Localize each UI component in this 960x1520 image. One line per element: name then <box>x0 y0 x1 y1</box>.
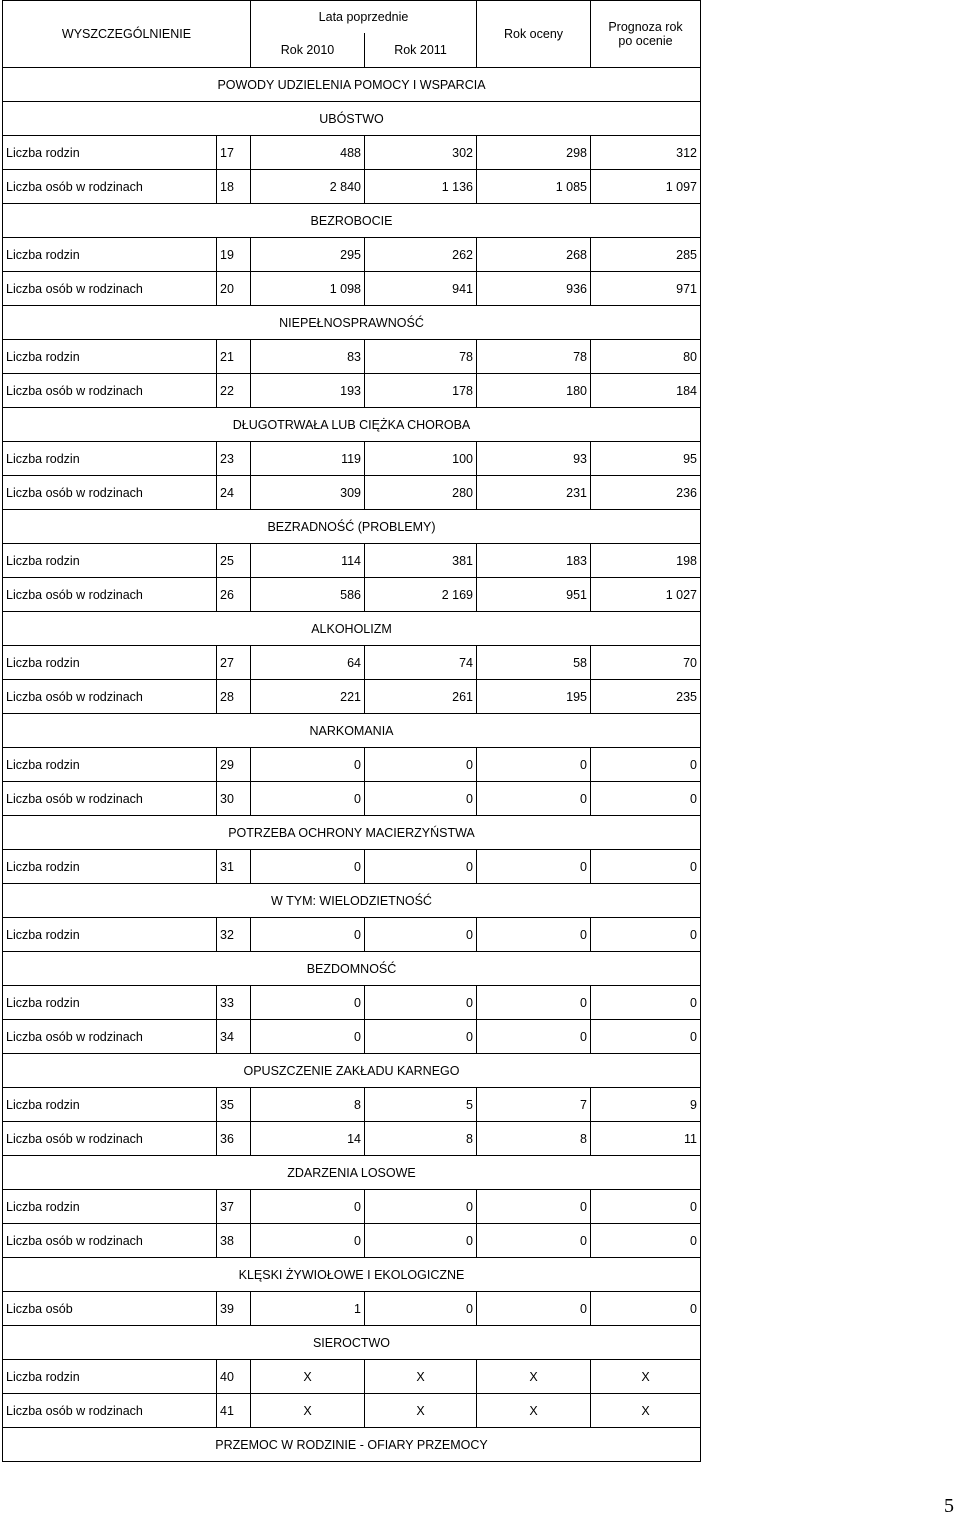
value-2011: 280 <box>365 476 477 510</box>
table-row <box>3 748 701 782</box>
value-2011: 941 <box>365 272 477 306</box>
value-evaluation-year: 78 <box>477 340 591 374</box>
row-label: Liczba osób w rodzinach <box>3 1394 217 1428</box>
value-2010: 0 <box>251 918 365 952</box>
value-2010: X <box>251 1360 365 1394</box>
value-2011: 0 <box>365 1190 477 1224</box>
table-row <box>3 136 701 170</box>
row-number: 34 <box>217 1020 251 1054</box>
value-forecast: 80 <box>591 340 701 374</box>
row-number: 38 <box>217 1224 251 1258</box>
row-label: Liczba rodzin <box>3 748 217 782</box>
value-evaluation-year: 298 <box>477 136 591 170</box>
value-2011: 74 <box>365 646 477 680</box>
value-2010: 0 <box>251 1224 365 1258</box>
header-year-2010: Rok 2010 <box>251 33 365 68</box>
table-row <box>3 374 701 408</box>
value-2010: 14 <box>251 1122 365 1156</box>
header-forecast-line2: po ocenie <box>618 34 673 48</box>
value-evaluation-year: 0 <box>477 1292 591 1326</box>
value-forecast: 0 <box>591 1020 701 1054</box>
value-forecast: 0 <box>591 782 701 816</box>
section-heading: OPUSZCZENIE ZAKŁADU KARNEGO <box>3 1054 701 1088</box>
row-label: Liczba osób w rodzinach <box>3 782 217 816</box>
row-number: 22 <box>217 374 251 408</box>
value-2010: 0 <box>251 986 365 1020</box>
value-2011: 0 <box>365 1292 477 1326</box>
table-row <box>3 646 701 680</box>
value-2010: 0 <box>251 748 365 782</box>
value-2010: X <box>251 1394 365 1428</box>
value-forecast: 312 <box>591 136 701 170</box>
row-number: 31 <box>217 850 251 884</box>
row-label: Liczba osób w rodzinach <box>3 476 217 510</box>
value-2010: 1 <box>251 1292 365 1326</box>
row-label: Liczba osób w rodzinach <box>3 272 217 306</box>
value-evaluation-year: X <box>477 1394 591 1428</box>
value-forecast: 70 <box>591 646 701 680</box>
value-forecast: X <box>591 1394 701 1428</box>
table-row <box>3 850 701 884</box>
value-evaluation-year: 0 <box>477 782 591 816</box>
row-label: Liczba osób w rodzinach <box>3 170 217 204</box>
value-forecast: 9 <box>591 1088 701 1122</box>
row-number: 36 <box>217 1122 251 1156</box>
value-2011: 0 <box>365 850 477 884</box>
value-forecast: 236 <box>591 476 701 510</box>
value-evaluation-year: 951 <box>477 578 591 612</box>
value-evaluation-year: 0 <box>477 986 591 1020</box>
section-heading: W TYM: WIELODZIETNOŚĆ <box>3 884 701 918</box>
header-forecast <box>591 1 701 68</box>
row-number: 41 <box>217 1394 251 1428</box>
value-2011: 0 <box>365 1020 477 1054</box>
row-label: Liczba osób w rodzinach <box>3 1224 217 1258</box>
value-forecast: 11 <box>591 1122 701 1156</box>
table-row <box>3 170 701 204</box>
table-row <box>3 340 701 374</box>
value-evaluation-year: 93 <box>477 442 591 476</box>
value-2011: 261 <box>365 680 477 714</box>
value-2010: 0 <box>251 1020 365 1054</box>
value-forecast: 0 <box>591 1292 701 1326</box>
section-heading: UBÓSTWO <box>3 102 701 136</box>
value-2011: 5 <box>365 1088 477 1122</box>
value-forecast: 235 <box>591 680 701 714</box>
value-2010: 64 <box>251 646 365 680</box>
table-row <box>3 918 701 952</box>
value-forecast: 0 <box>591 1224 701 1258</box>
value-2011: 0 <box>365 1224 477 1258</box>
row-label: Liczba rodzin <box>3 544 217 578</box>
table-title: POWODY UDZIELENIA POMOCY I WSPARCIA <box>3 68 701 102</box>
value-2011: X <box>365 1394 477 1428</box>
section-heading: ZDARZENIA LOSOWE <box>3 1156 701 1190</box>
value-forecast: 971 <box>591 272 701 306</box>
value-2011: 8 <box>365 1122 477 1156</box>
table-row <box>3 1190 701 1224</box>
section-heading: BEZDOMNOŚĆ <box>3 952 701 986</box>
row-label: Liczba rodzin <box>3 1088 217 1122</box>
row-number: 30 <box>217 782 251 816</box>
row-label: Liczba rodzin <box>3 646 217 680</box>
value-2010: 8 <box>251 1088 365 1122</box>
header-year-2011: Rok 2011 <box>365 33 477 68</box>
table-row <box>3 1020 701 1054</box>
value-forecast: 285 <box>591 238 701 272</box>
value-evaluation-year: 1 085 <box>477 170 591 204</box>
table-row <box>3 1292 701 1326</box>
value-2010: 0 <box>251 1190 365 1224</box>
value-2010: 83 <box>251 340 365 374</box>
value-forecast: 1 027 <box>591 578 701 612</box>
value-evaluation-year: 231 <box>477 476 591 510</box>
value-2011: 0 <box>365 986 477 1020</box>
header-description: WYSZCZEGÓLNIENIE <box>3 1 251 68</box>
value-forecast: 0 <box>591 748 701 782</box>
value-2010: 1 098 <box>251 272 365 306</box>
section-heading: ALKOHOLIZM <box>3 612 701 646</box>
value-2010: 488 <box>251 136 365 170</box>
value-2011: 1 136 <box>365 170 477 204</box>
row-label: Liczba rodzin <box>3 986 217 1020</box>
row-number: 39 <box>217 1292 251 1326</box>
value-evaluation-year: 8 <box>477 1122 591 1156</box>
table-row <box>3 1394 701 1428</box>
value-forecast: 0 <box>591 1190 701 1224</box>
section-heading: SIEROCTWO <box>3 1326 701 1360</box>
value-evaluation-year: 58 <box>477 646 591 680</box>
value-2010: 586 <box>251 578 365 612</box>
row-label: Liczba osób w rodzinach <box>3 1122 217 1156</box>
value-evaluation-year: 936 <box>477 272 591 306</box>
row-label: Liczba osób w rodzinach <box>3 578 217 612</box>
value-evaluation-year: 0 <box>477 1224 591 1258</box>
table-row <box>3 1122 701 1156</box>
value-evaluation-year: 7 <box>477 1088 591 1122</box>
page-number: 5 <box>944 1495 954 1517</box>
value-2010: 2 840 <box>251 170 365 204</box>
table-row <box>3 1224 701 1258</box>
row-number: 33 <box>217 986 251 1020</box>
row-number: 18 <box>217 170 251 204</box>
row-label: Liczba rodzin <box>3 1190 217 1224</box>
value-evaluation-year: 0 <box>477 850 591 884</box>
table-row <box>3 1088 701 1122</box>
row-number: 20 <box>217 272 251 306</box>
value-evaluation-year: 180 <box>477 374 591 408</box>
value-2010: 295 <box>251 238 365 272</box>
value-2010: 119 <box>251 442 365 476</box>
section-heading: PRZEMOC W RODZINIE - OFIARY PRZEMOCY <box>3 1428 701 1462</box>
report-table <box>2 0 701 1462</box>
table-row <box>3 578 701 612</box>
value-evaluation-year: 0 <box>477 918 591 952</box>
value-2011: 0 <box>365 782 477 816</box>
table-row <box>3 1360 701 1394</box>
value-2011: 178 <box>365 374 477 408</box>
value-evaluation-year: X <box>477 1360 591 1394</box>
table-row <box>3 544 701 578</box>
section-heading: BEZRADNOŚĆ (PROBLEMY) <box>3 510 701 544</box>
row-label: Liczba rodzin <box>3 1360 217 1394</box>
row-label: Liczba osób w rodzinach <box>3 1020 217 1054</box>
value-forecast: X <box>591 1360 701 1394</box>
row-label: Liczba rodzin <box>3 238 217 272</box>
value-2010: 114 <box>251 544 365 578</box>
section-heading: DŁUGOTRWAŁA LUB CIĘŻKA CHOROBA <box>3 408 701 442</box>
value-2010: 193 <box>251 374 365 408</box>
row-label: Liczba rodzin <box>3 340 217 374</box>
row-label: Liczba osób w rodzinach <box>3 680 217 714</box>
value-evaluation-year: 0 <box>477 1190 591 1224</box>
section-heading: NIEPEŁNOSPRAWNOŚĆ <box>3 306 701 340</box>
row-number: 26 <box>217 578 251 612</box>
value-2011: 0 <box>365 918 477 952</box>
header-forecast-line1: Prognoza rok <box>608 20 683 34</box>
value-2011: 100 <box>365 442 477 476</box>
value-2011: X <box>365 1360 477 1394</box>
section-heading: BEZROBOCIE <box>3 204 701 238</box>
row-number: 27 <box>217 646 251 680</box>
value-evaluation-year: 195 <box>477 680 591 714</box>
row-label: Liczba rodzin <box>3 442 217 476</box>
table-row <box>3 272 701 306</box>
row-number: 35 <box>217 1088 251 1122</box>
value-evaluation-year: 183 <box>477 544 591 578</box>
value-evaluation-year: 0 <box>477 748 591 782</box>
header-evaluation-year: Rok oceny <box>477 1 591 68</box>
value-forecast: 0 <box>591 850 701 884</box>
header-previous-years: Lata poprzednie <box>251 1 477 33</box>
value-2011: 381 <box>365 544 477 578</box>
row-number: 37 <box>217 1190 251 1224</box>
section-heading: KLĘSKI ŻYWIOŁOWE I EKOLOGICZNE <box>3 1258 701 1292</box>
section-heading: NARKOMANIA <box>3 714 701 748</box>
value-forecast: 0 <box>591 986 701 1020</box>
value-forecast: 95 <box>591 442 701 476</box>
value-2010: 309 <box>251 476 365 510</box>
value-forecast: 184 <box>591 374 701 408</box>
table-row <box>3 986 701 1020</box>
row-number: 19 <box>217 238 251 272</box>
value-evaluation-year: 0 <box>477 1020 591 1054</box>
section-heading: POTRZEBA OCHRONY MACIERZYŃSTWA <box>3 816 701 850</box>
row-number: 17 <box>217 136 251 170</box>
row-label: Liczba rodzin <box>3 136 217 170</box>
row-label: Liczba osób w rodzinach <box>3 374 217 408</box>
value-2010: 221 <box>251 680 365 714</box>
row-number: 23 <box>217 442 251 476</box>
table-row <box>3 442 701 476</box>
table-row <box>3 680 701 714</box>
row-label: Liczba rodzin <box>3 918 217 952</box>
value-2011: 302 <box>365 136 477 170</box>
row-number: 24 <box>217 476 251 510</box>
row-number: 40 <box>217 1360 251 1394</box>
value-forecast: 198 <box>591 544 701 578</box>
table-row <box>3 476 701 510</box>
value-2011: 0 <box>365 748 477 782</box>
value-forecast: 0 <box>591 918 701 952</box>
value-2011: 78 <box>365 340 477 374</box>
row-number: 29 <box>217 748 251 782</box>
value-2011: 2 169 <box>365 578 477 612</box>
table-row <box>3 782 701 816</box>
value-2011: 262 <box>365 238 477 272</box>
row-number: 28 <box>217 680 251 714</box>
value-evaluation-year: 268 <box>477 238 591 272</box>
row-number: 21 <box>217 340 251 374</box>
value-2010: 0 <box>251 782 365 816</box>
value-2010: 0 <box>251 850 365 884</box>
row-label: Liczba osób <box>3 1292 217 1326</box>
table-row <box>3 238 701 272</box>
row-number: 32 <box>217 918 251 952</box>
row-number: 25 <box>217 544 251 578</box>
value-forecast: 1 097 <box>591 170 701 204</box>
row-label: Liczba rodzin <box>3 850 217 884</box>
